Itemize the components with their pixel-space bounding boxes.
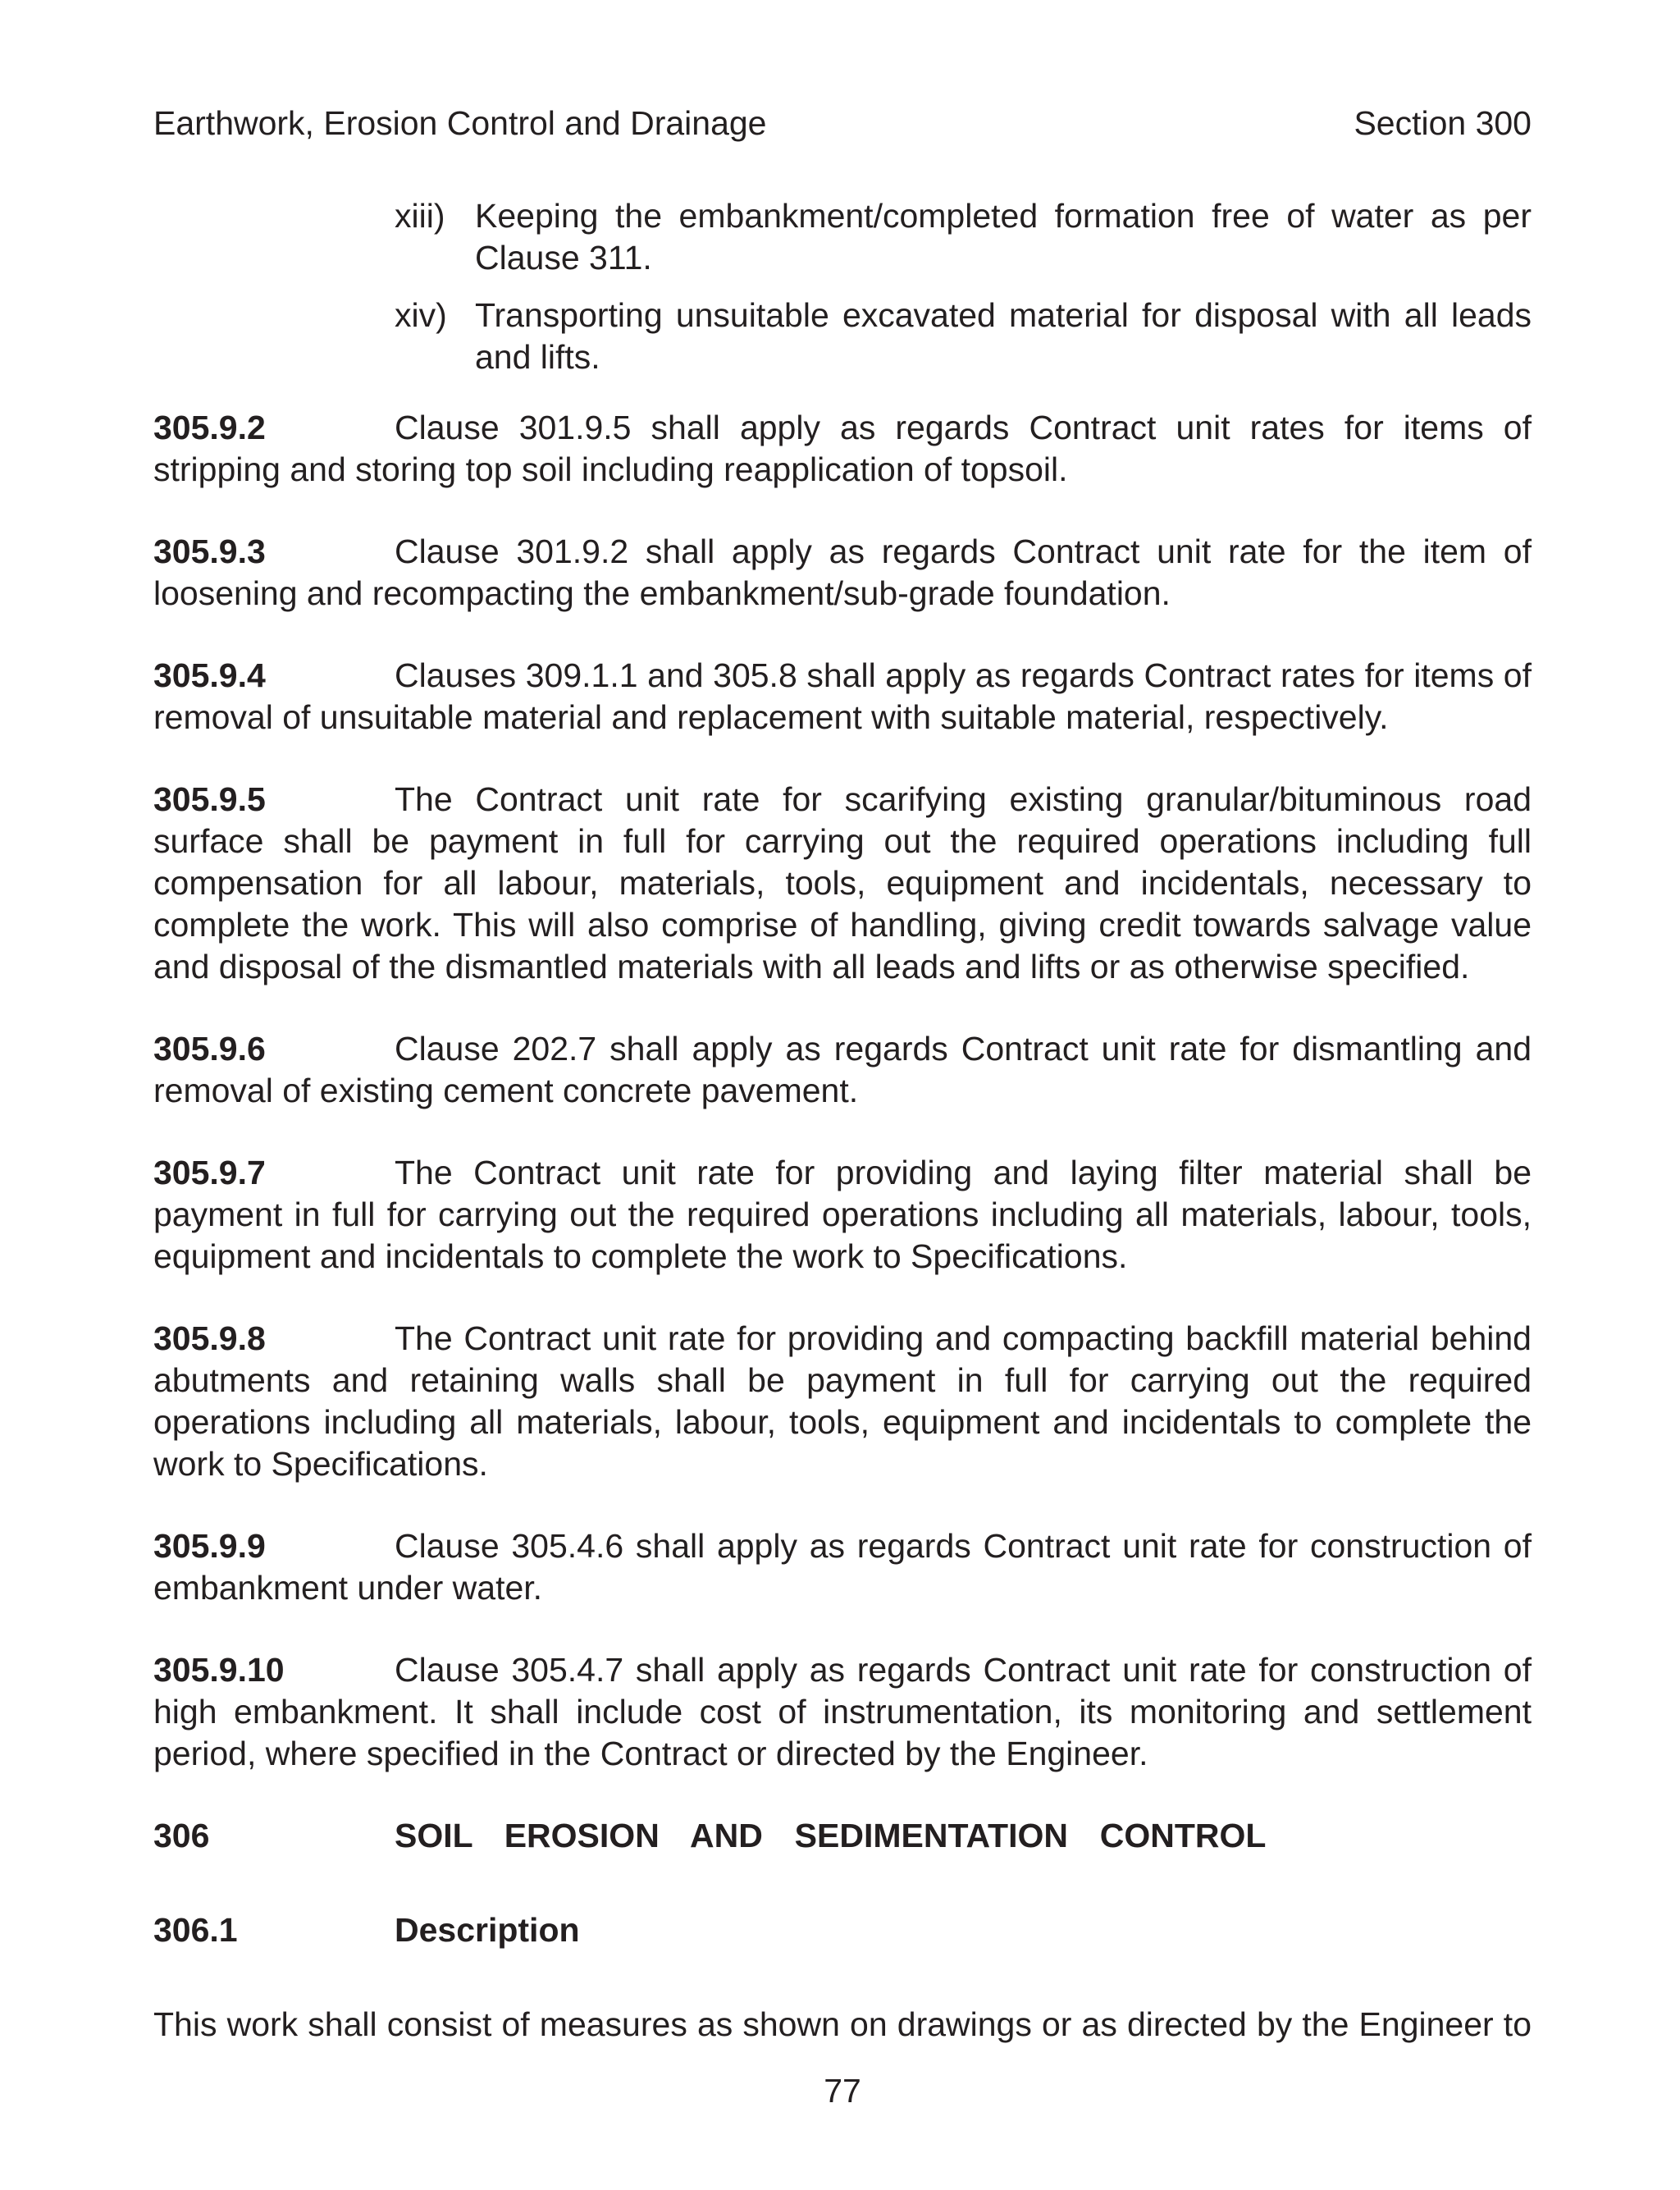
clause-305-9-8 [153,1318,1532,1485]
clause-305-9-4 [153,655,1532,738]
header-title: Earthwork, Erosion Control and Drainage [153,104,767,142]
clause-text: The Contract unit rate for providing and laying filter material shall be payment in full for carrying out the required operations including all materials, labour, tools, equipment and incidentals to complete the work to Specifications. [153,1154,1532,1275]
clause-number: 305.9.2 [153,409,266,446]
clause-number: 305.9.5 [153,780,266,818]
subsection-number: 306.1 [153,1911,238,1949]
clause-text: The Contract unit rate for providing and compacting backfill material behind abutments and retaining walls shall be payment in full for carrying out the required operations including all materials, labour, tools, equipment and incidentals to complete the work to Specifications. [153,1319,1532,1483]
clause-text: Clause 305.4.6 shall apply as regards Contract unit rate for construction of embankment under water. [153,1527,1532,1607]
clause-number: 305.9.6 [153,1030,266,1068]
list-text: Keeping the embankment/completed formation free of water as per Clause 311. [475,197,1532,277]
section-number: 306 [153,1817,210,1854]
clause-text: Clause 301.9.2 shall apply as regards Contract unit rate for the item of loosening and recompacting the embankment/sub-grade foundation. [153,533,1532,612]
clause-number: 305.9.3 [153,533,266,570]
clause-number: 305.9.8 [153,1319,266,1357]
clause-number: 305.9.4 [153,656,266,694]
clause-number: 305.9.9 [153,1527,266,1565]
clause-number: 305.9.7 [153,1154,266,1191]
list-item [395,295,1532,378]
list-text: Transporting unsuitable excavated material for disposal with all leads and lifts. [475,296,1532,376]
clause-305-9-2 [153,407,1532,491]
clause-text: Clause 301.9.5 shall apply as regards Contract unit rates for items of stripping and storing top soil including reapplication of topsoil. [153,409,1532,488]
clause-305-9-3 [153,531,1532,615]
clause-number: 305.9.10 [153,1651,285,1689]
clause-305-9-6 [153,1028,1532,1112]
clauses [153,407,1532,2046]
clause-text: Clause 305.4.7 shall apply as regards Contract unit rate for construction of high embankment. It shall include cost of instrumentation, its monitoring and settlement period, where specified in the Contract or directed by the Engineer. [153,1651,1532,1772]
header-section: Section 300 [1354,104,1532,142]
list-marker: xiv) [395,296,447,334]
subsection-heading [153,1909,1532,1951]
list-item [395,195,1532,279]
clause-305-9-7 [153,1152,1532,1278]
running-header [153,102,1532,144]
clause-text: Clauses 309.1.1 and 305.8 shall apply as regards Contract rates for items of removal of unsuitable material and replacement with suitable material, respectively. [153,656,1532,736]
clause-305-9-10 [153,1649,1532,1775]
page-number: 77 [824,2072,861,2110]
list-marker: xiii) [395,197,445,235]
clause-text: The Contract unit rate for scarifying existing granular/bituminous road surface shall be payment in full for carrying out the required operations including full compensation for all labour, materials, tools, equipment and incidentals, necessary to complete the work. This will also comprise of handling, giving credit towards salvage value and disposal of the dismantled materials with all leads and lifts or as otherwise specified. [153,780,1532,985]
body-paragraph: This work shall consist of measures as shown on drawings or as directed by the Engineer to [153,2005,1532,2043]
document-page [153,0,1532,2190]
section-heading [153,1815,1532,1857]
payment-items-list [395,195,1532,394]
clause-text: Clause 202.7 shall apply as regards Contract unit rate for dismantling and removal of existing cement concrete pavement. [153,1030,1532,1109]
clause-305-9-9 [153,1525,1532,1609]
section-title: SOIL EROSION AND SEDIMENTATION CONTROL [395,1817,1267,1854]
subsection-title: Description [395,1911,580,1949]
clause-305-9-5 [153,779,1532,988]
